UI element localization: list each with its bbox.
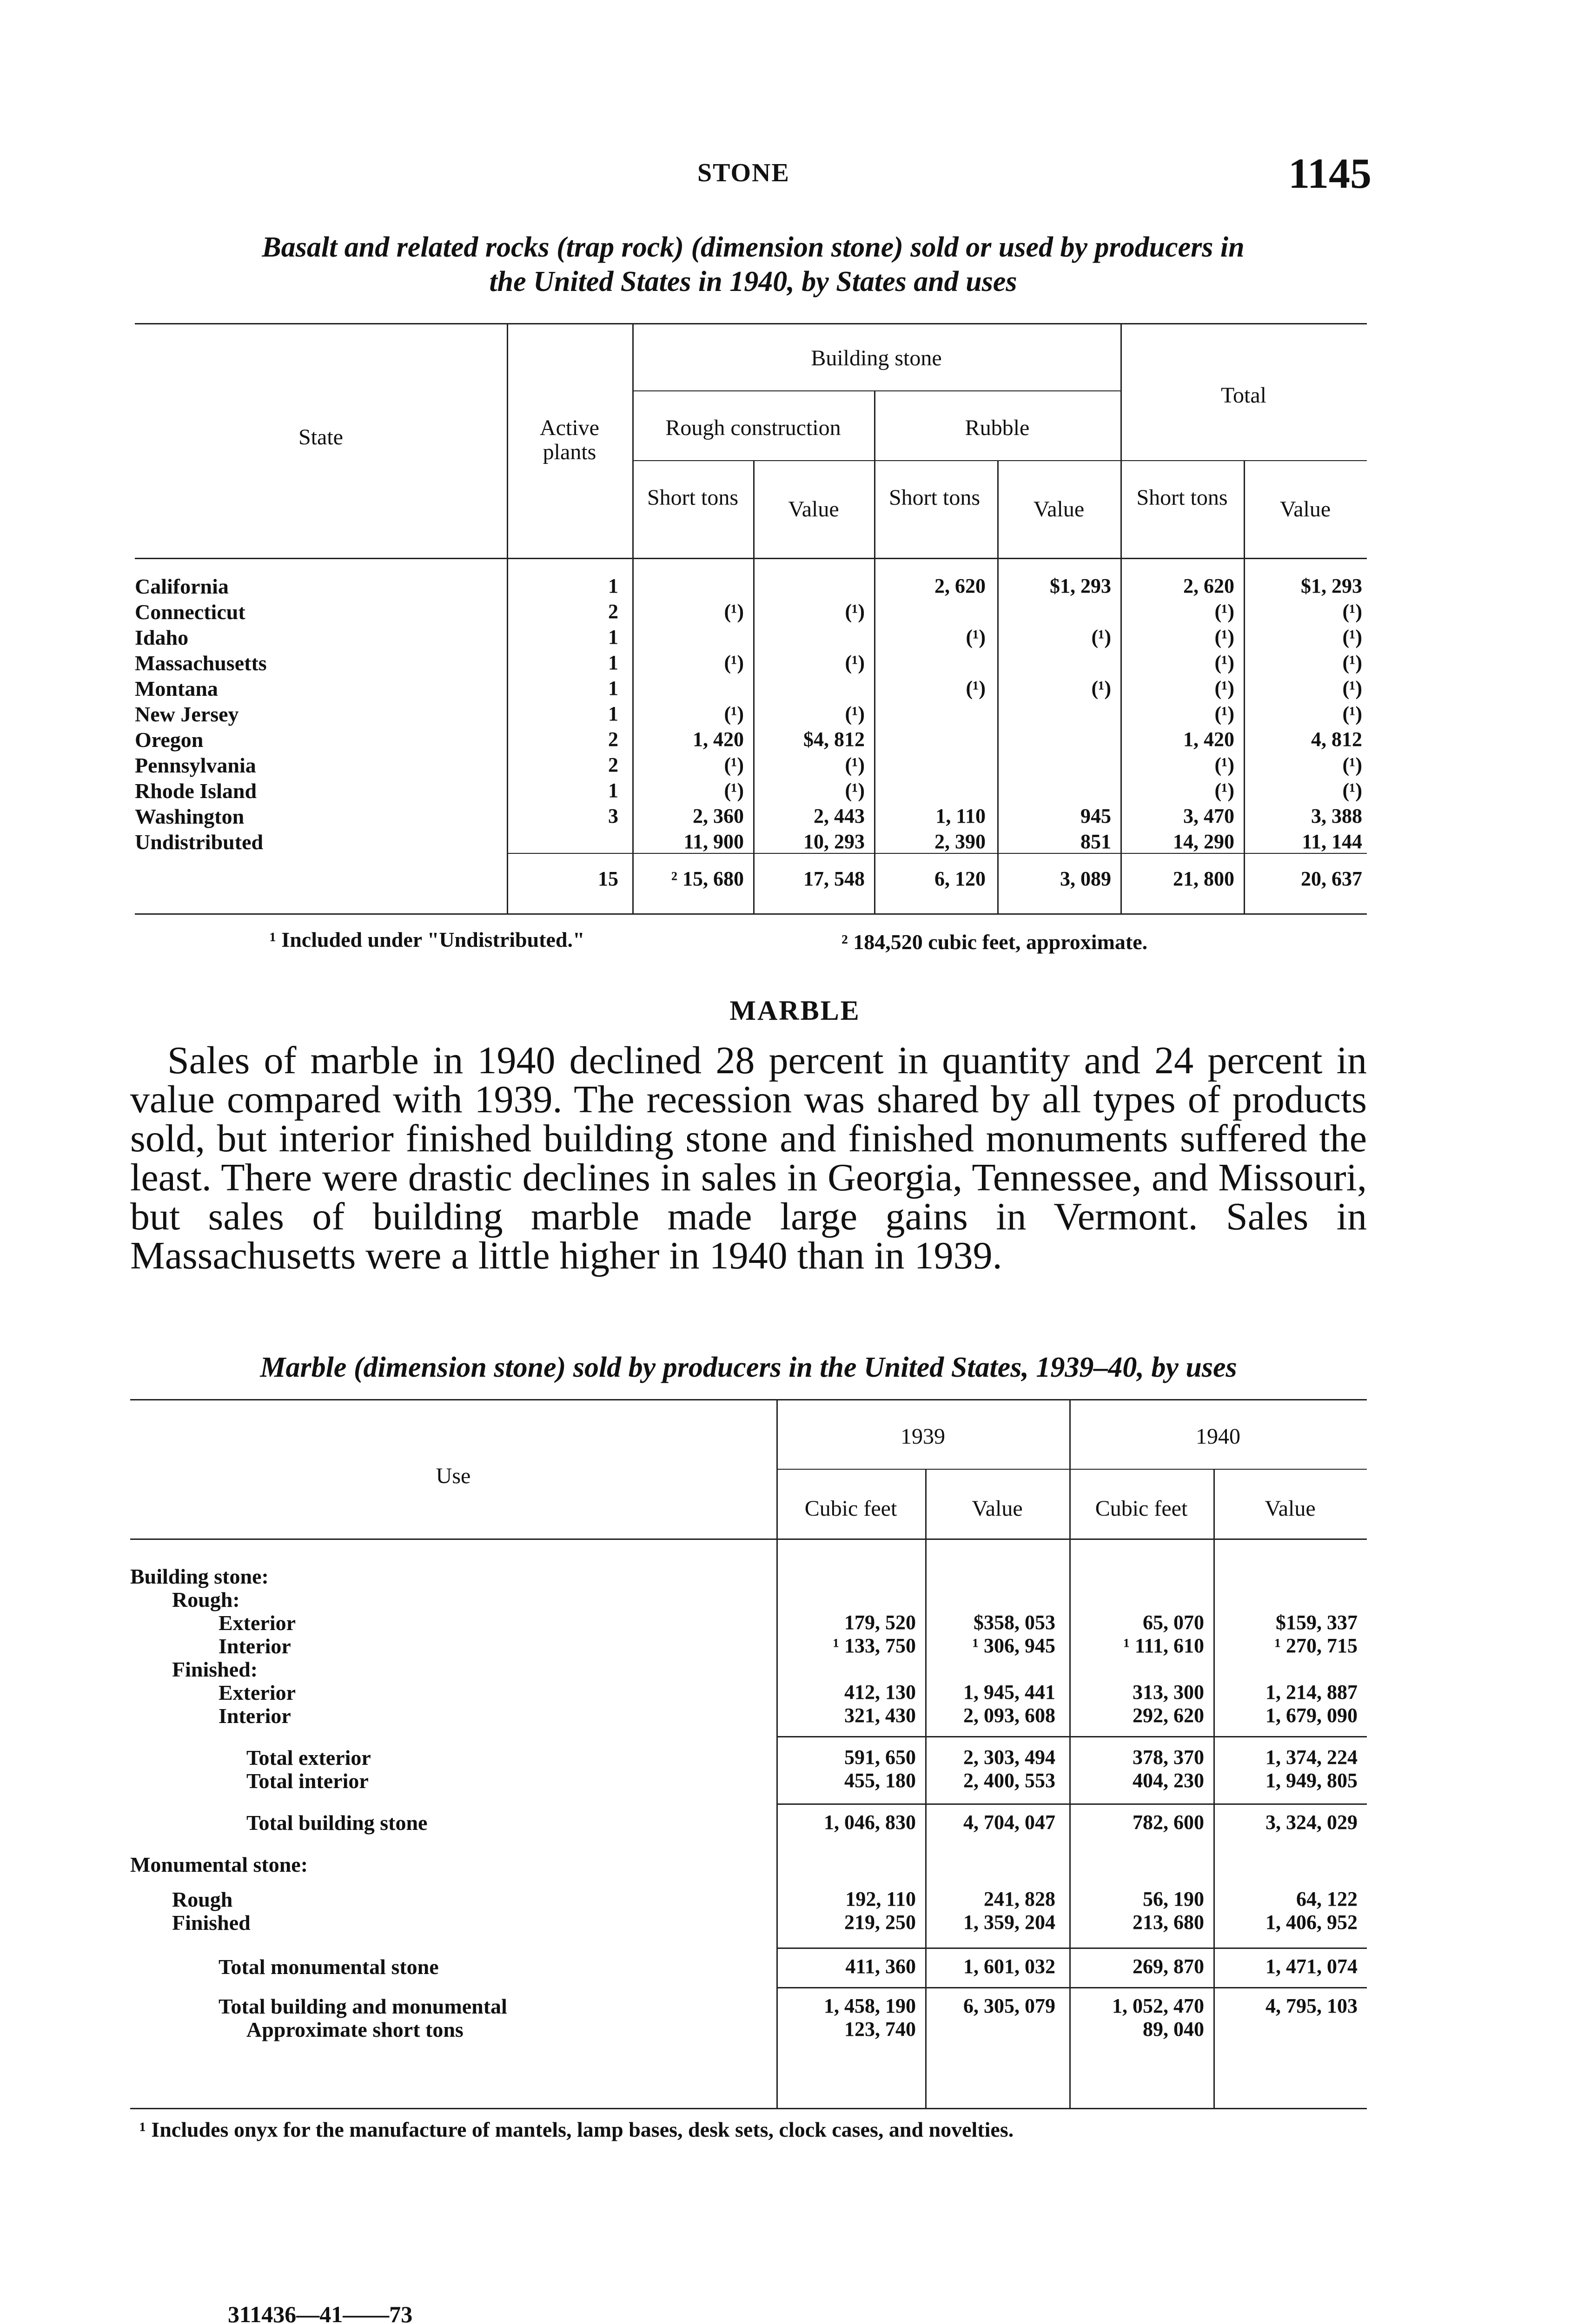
cell-t-tons: (¹) <box>1214 677 1234 700</box>
cell-rb-value: 945 <box>1080 805 1111 827</box>
state-name: Pennsylvania <box>135 753 256 777</box>
cell-plants: 1 <box>608 779 618 802</box>
basalt-caption-line2: the United States in 1940, by States and uses <box>489 266 1017 297</box>
page-number: 1145 <box>1288 150 1371 197</box>
cell-rc-value: (¹) <box>845 702 865 725</box>
cell-t-tons: 3, 470 <box>1183 805 1234 827</box>
cell-v40: 1, 949, 805 <box>1265 1769 1358 1792</box>
marble-table-caption: Marble (dimension stone) sold by producers in the United States, 1939–40, by uses <box>260 1352 1237 1383</box>
vrule-4 <box>874 390 875 913</box>
cell-v40: 1, 679, 090 <box>1265 1704 1358 1727</box>
cell-v40: 4, 795, 103 <box>1265 1994 1358 2017</box>
cell-t-tons: (¹) <box>1214 600 1234 623</box>
cell-rb-tons: 2, 390 <box>934 830 986 853</box>
marble-footnote: ¹ Includes onyx for the manufacture of mantels, lamp bases, desk sets, clock cases, and novelties. <box>139 2118 1014 2141</box>
cell-v39: ¹ 306, 945 <box>972 1634 1055 1657</box>
cell-c39: 192, 110 <box>845 1888 916 1910</box>
cell-t-value: 4, 812 <box>1311 728 1362 751</box>
basalt-table-caption <box>130 230 1376 299</box>
cell-t-value: (¹) <box>1342 600 1362 623</box>
cell-rb-tons: (¹) <box>966 626 986 648</box>
cell-c39: 411, 360 <box>845 1955 916 1978</box>
marble-bottom-rule <box>130 2108 1367 2109</box>
cell-v40: ¹ 270, 715 <box>1274 1634 1358 1657</box>
cell-t-tons: (¹) <box>1214 702 1234 725</box>
cell-rb-tons: 1, 110 <box>935 805 986 827</box>
cell-c40: 292, 620 <box>1133 1704 1204 1727</box>
header-rubble: Rubble <box>965 416 1030 440</box>
cell-c40: 65, 070 <box>1143 1611 1204 1634</box>
cell-c39: 591, 650 <box>844 1746 916 1769</box>
header-rb-value: Value <box>1033 497 1085 522</box>
cell-v39: 1, 601, 032 <box>963 1955 1055 1978</box>
cell-c40: 89, 040 <box>1143 2018 1204 2040</box>
cell-plants: 2 <box>608 728 618 751</box>
total-t-tons: 21, 800 <box>1173 867 1234 890</box>
print-code: 311436—41——73 <box>228 2301 413 2324</box>
header-rc-short-tons: Short tons <box>647 485 739 510</box>
vrule-3 <box>753 460 755 913</box>
basalt-caption-line1: Basalt and related rocks (trap rock) (dimension stone) sold or used by producers in <box>262 231 1245 263</box>
table-bottom-rule <box>135 913 1367 915</box>
use-label: Total interior <box>246 1769 369 1793</box>
cell-c39: 123, 740 <box>844 2018 916 2040</box>
cell-rc-tons: (¹) <box>724 651 744 674</box>
cell-v40: 1, 471, 074 <box>1265 1955 1358 1978</box>
state-name: Undistributed <box>135 830 264 854</box>
cell-t-value: 3, 388 <box>1311 805 1362 827</box>
marble-table <box>130 1399 1367 2152</box>
cell-c39: 179, 520 <box>844 1611 916 1634</box>
cell-v39: 1, 945, 441 <box>963 1681 1055 1703</box>
cell-rc-tons: 1, 420 <box>693 728 744 751</box>
cell-c40: 56, 190 <box>1143 1888 1204 1910</box>
cell-rc-value: (¹) <box>845 779 865 802</box>
marble-vrule-2 <box>925 1469 927 2108</box>
marble-header-rule <box>130 1538 1367 1540</box>
cell-v40: 1, 214, 887 <box>1265 1681 1358 1703</box>
table-top-rule <box>135 323 1367 324</box>
header-active-plants: Active plants <box>540 416 599 464</box>
cell-t-tons: (¹) <box>1214 626 1234 648</box>
cell-rb-tons: 2, 620 <box>934 574 986 597</box>
header-t-short-tons: Short tons <box>1136 485 1228 510</box>
marble-header-1940: 1940 <box>1196 1424 1240 1449</box>
cell-t-value: (¹) <box>1342 626 1362 648</box>
marble-total-rule <box>776 1948 1367 1949</box>
state-name: Montana <box>135 677 218 700</box>
use-label: Rough: <box>172 1588 240 1611</box>
use-label: Interior <box>219 1704 291 1728</box>
marble-paragraph: Sales of marble in 1940 declined 28 percent in quantity and 24 percent in value compared with 1939. The recession was shared by all types of products sold, but interior finished building stone and finished monuments suffered the least. There were drastic declines in sales in Georgia, Tennessee, and Missouri, but sales of building marble made large gains in Vermont. Sales in Massachusetts were a little higher in 1940 than in 1939. <box>130 1039 1367 1277</box>
section-title: STONE <box>697 158 790 187</box>
cell-v40: $159, 337 <box>1276 1611 1358 1634</box>
cell-plants: 1 <box>608 651 618 674</box>
cell-rc-tons: 11, 900 <box>683 830 744 853</box>
cell-t-value: (¹) <box>1342 753 1362 776</box>
cell-c39: 321, 430 <box>844 1704 916 1727</box>
cell-rc-tons: (¹) <box>724 753 744 776</box>
cell-c39: 1, 046, 830 <box>824 1811 916 1834</box>
marble-header-1939: 1939 <box>901 1424 945 1449</box>
header-bottom-rule <box>135 558 1367 559</box>
cell-rb-tons: (¹) <box>966 677 986 700</box>
header-total: Total <box>1221 383 1266 408</box>
marble-total-rule <box>776 1803 1367 1805</box>
cell-c39: 1, 458, 190 <box>824 1994 916 2017</box>
marble-header-use: Use <box>436 1464 471 1488</box>
running-head <box>0 149 1590 200</box>
use-label: Exterior <box>219 1681 296 1704</box>
cell-t-value: (¹) <box>1342 677 1362 700</box>
basalt-footnote-2: ² 184,520 cubic feet, approximate. <box>841 930 1148 954</box>
cell-t-tons: 14, 290 <box>1173 830 1234 853</box>
marble-header-value-1940: Value <box>1265 1496 1316 1521</box>
cell-c40: 378, 370 <box>1133 1746 1204 1769</box>
marble-header-cubic-feet-1940: Cubic feet <box>1095 1496 1188 1521</box>
cell-rc-value: (¹) <box>845 600 865 623</box>
header-state: State <box>298 425 343 449</box>
cell-rc-value: (¹) <box>845 651 865 674</box>
cell-plants: 1 <box>608 626 618 648</box>
state-name: Connecticut <box>135 600 245 624</box>
cell-c40: ¹ 111, 610 <box>1123 1634 1204 1657</box>
cell-plants: 1 <box>608 677 618 700</box>
cell-t-value: (¹) <box>1342 779 1362 802</box>
cell-t-tons: 1, 420 <box>1183 728 1234 751</box>
marble-vrule-4 <box>1213 1469 1215 2108</box>
cell-c39: 219, 250 <box>844 1911 916 1934</box>
use-label: Finished: <box>172 1657 258 1681</box>
cell-v40: 3, 324, 029 <box>1265 1811 1358 1834</box>
marble-total-rule <box>776 1987 1367 1988</box>
cell-plants: 2 <box>608 600 618 623</box>
header-t-value: Value <box>1279 497 1331 522</box>
cell-t-value: (¹) <box>1342 651 1362 674</box>
basalt-footnote-1: ¹ Included under "Undistributed." <box>270 928 585 951</box>
vrule-7 <box>1244 460 1245 913</box>
cell-v40: 1, 406, 952 <box>1265 1911 1358 1934</box>
cell-c40: 1, 052, 470 <box>1112 1994 1204 2017</box>
cell-t-tons: 2, 620 <box>1183 574 1234 597</box>
total-rb-tons: 6, 120 <box>934 867 986 890</box>
cell-plants: 3 <box>608 805 618 827</box>
cell-v39: 6, 305, 079 <box>963 1994 1055 2017</box>
cell-rc-value: 10, 293 <box>803 830 865 853</box>
cell-v39: 2, 303, 494 <box>963 1746 1055 1769</box>
total-plants: 15 <box>598 867 618 890</box>
header-rb-short-tons: Short tons <box>888 485 980 510</box>
cell-c40: 213, 680 <box>1133 1911 1204 1934</box>
use-label: Finished <box>172 1911 251 1934</box>
cell-t-tons: (¹) <box>1214 651 1234 674</box>
cell-c40: 782, 600 <box>1133 1811 1204 1834</box>
cell-c40: 404, 230 <box>1133 1769 1204 1792</box>
cell-c39: 412, 130 <box>844 1681 916 1703</box>
use-label: Total exterior <box>246 1746 371 1769</box>
cell-c40: 269, 870 <box>1133 1955 1204 1978</box>
header-rough-construction: Rough construction <box>665 416 841 440</box>
use-label: Total monumental stone <box>219 1955 439 1979</box>
cell-rc-tons: 2, 360 <box>693 805 744 827</box>
use-label: Monumental stone: <box>130 1853 308 1876</box>
state-name: Rhode Island <box>135 779 257 803</box>
cell-rc-value: $4, 812 <box>803 728 865 751</box>
state-name: New Jersey <box>135 702 239 726</box>
use-label: Building stone: <box>130 1565 269 1588</box>
cell-c40: 313, 300 <box>1133 1681 1204 1703</box>
total-rc-tons: ² 15, 680 <box>671 867 744 890</box>
cell-v39: 241, 828 <box>984 1888 1055 1910</box>
building-stone-rule <box>632 390 1120 391</box>
cell-c39: 455, 180 <box>844 1769 916 1792</box>
cell-v39: 4, 704, 047 <box>963 1811 1055 1834</box>
header-building-stone: Building stone <box>811 346 942 370</box>
cell-rc-tons: (¹) <box>724 702 744 725</box>
marble-header-cubic-feet-1939: Cubic feet <box>804 1496 897 1521</box>
use-label: Total building stone <box>246 1811 428 1835</box>
cell-rc-value: 2, 443 <box>814 805 865 827</box>
cell-plants: 1 <box>608 574 618 597</box>
total-t-value: 20, 637 <box>1301 867 1362 890</box>
cell-rb-value: $1, 293 <box>1050 574 1111 597</box>
use-label: Interior <box>219 1634 291 1658</box>
cell-rc-value: (¹) <box>845 753 865 776</box>
basalt-table <box>135 323 1367 923</box>
cell-t-value: 11, 144 <box>1302 830 1362 853</box>
subheader-rule <box>632 460 1367 461</box>
marble-year-rule <box>776 1469 1367 1470</box>
cell-rb-value: 851 <box>1080 830 1111 853</box>
marble-heading: MARBLE <box>729 995 861 1026</box>
cell-rb-value: (¹) <box>1091 626 1111 648</box>
cell-plants: 1 <box>608 702 618 725</box>
state-name: Massachusetts <box>135 651 267 675</box>
header-rc-value: Value <box>788 497 839 522</box>
cell-t-value: (¹) <box>1342 702 1362 725</box>
cell-v39: 2, 400, 553 <box>963 1769 1055 1792</box>
total-rc-value: 17, 548 <box>803 867 865 890</box>
cell-rb-value: (¹) <box>1091 677 1111 700</box>
vrule-2 <box>632 323 634 913</box>
marble-header-value-1939: Value <box>972 1496 1023 1521</box>
use-label: Approximate short tons <box>246 2018 464 2041</box>
cell-v39: $358, 053 <box>974 1611 1055 1634</box>
state-name: Washington <box>135 805 245 828</box>
total-rb-value: 3, 089 <box>1060 867 1111 890</box>
cell-v40: 1, 374, 224 <box>1265 1746 1358 1769</box>
cell-v39: 1, 359, 204 <box>963 1911 1055 1934</box>
cell-t-value: $1, 293 <box>1301 574 1362 597</box>
cell-c39: ¹ 133, 750 <box>833 1634 916 1657</box>
use-label: Rough <box>172 1888 233 1911</box>
state-name: Idaho <box>135 626 189 649</box>
cell-rc-tons: (¹) <box>724 779 744 802</box>
use-label: Total building and monumental <box>219 1994 507 2018</box>
cell-v39: 2, 093, 608 <box>963 1704 1055 1727</box>
cell-v40: 64, 122 <box>1296 1888 1358 1910</box>
vrule-1 <box>507 323 508 913</box>
cell-t-tons: (¹) <box>1214 779 1234 802</box>
marble-total-rule <box>776 1736 1367 1737</box>
marble-top-rule <box>130 1399 1367 1400</box>
state-name: California <box>135 574 229 598</box>
cell-plants: 2 <box>608 753 618 776</box>
vrule-5 <box>997 460 999 913</box>
cell-t-tons: (¹) <box>1214 753 1234 776</box>
vrule-6 <box>1120 323 1122 913</box>
cell-rc-tons: (¹) <box>724 600 744 623</box>
state-name: Oregon <box>135 728 204 752</box>
use-label: Exterior <box>219 1611 296 1635</box>
